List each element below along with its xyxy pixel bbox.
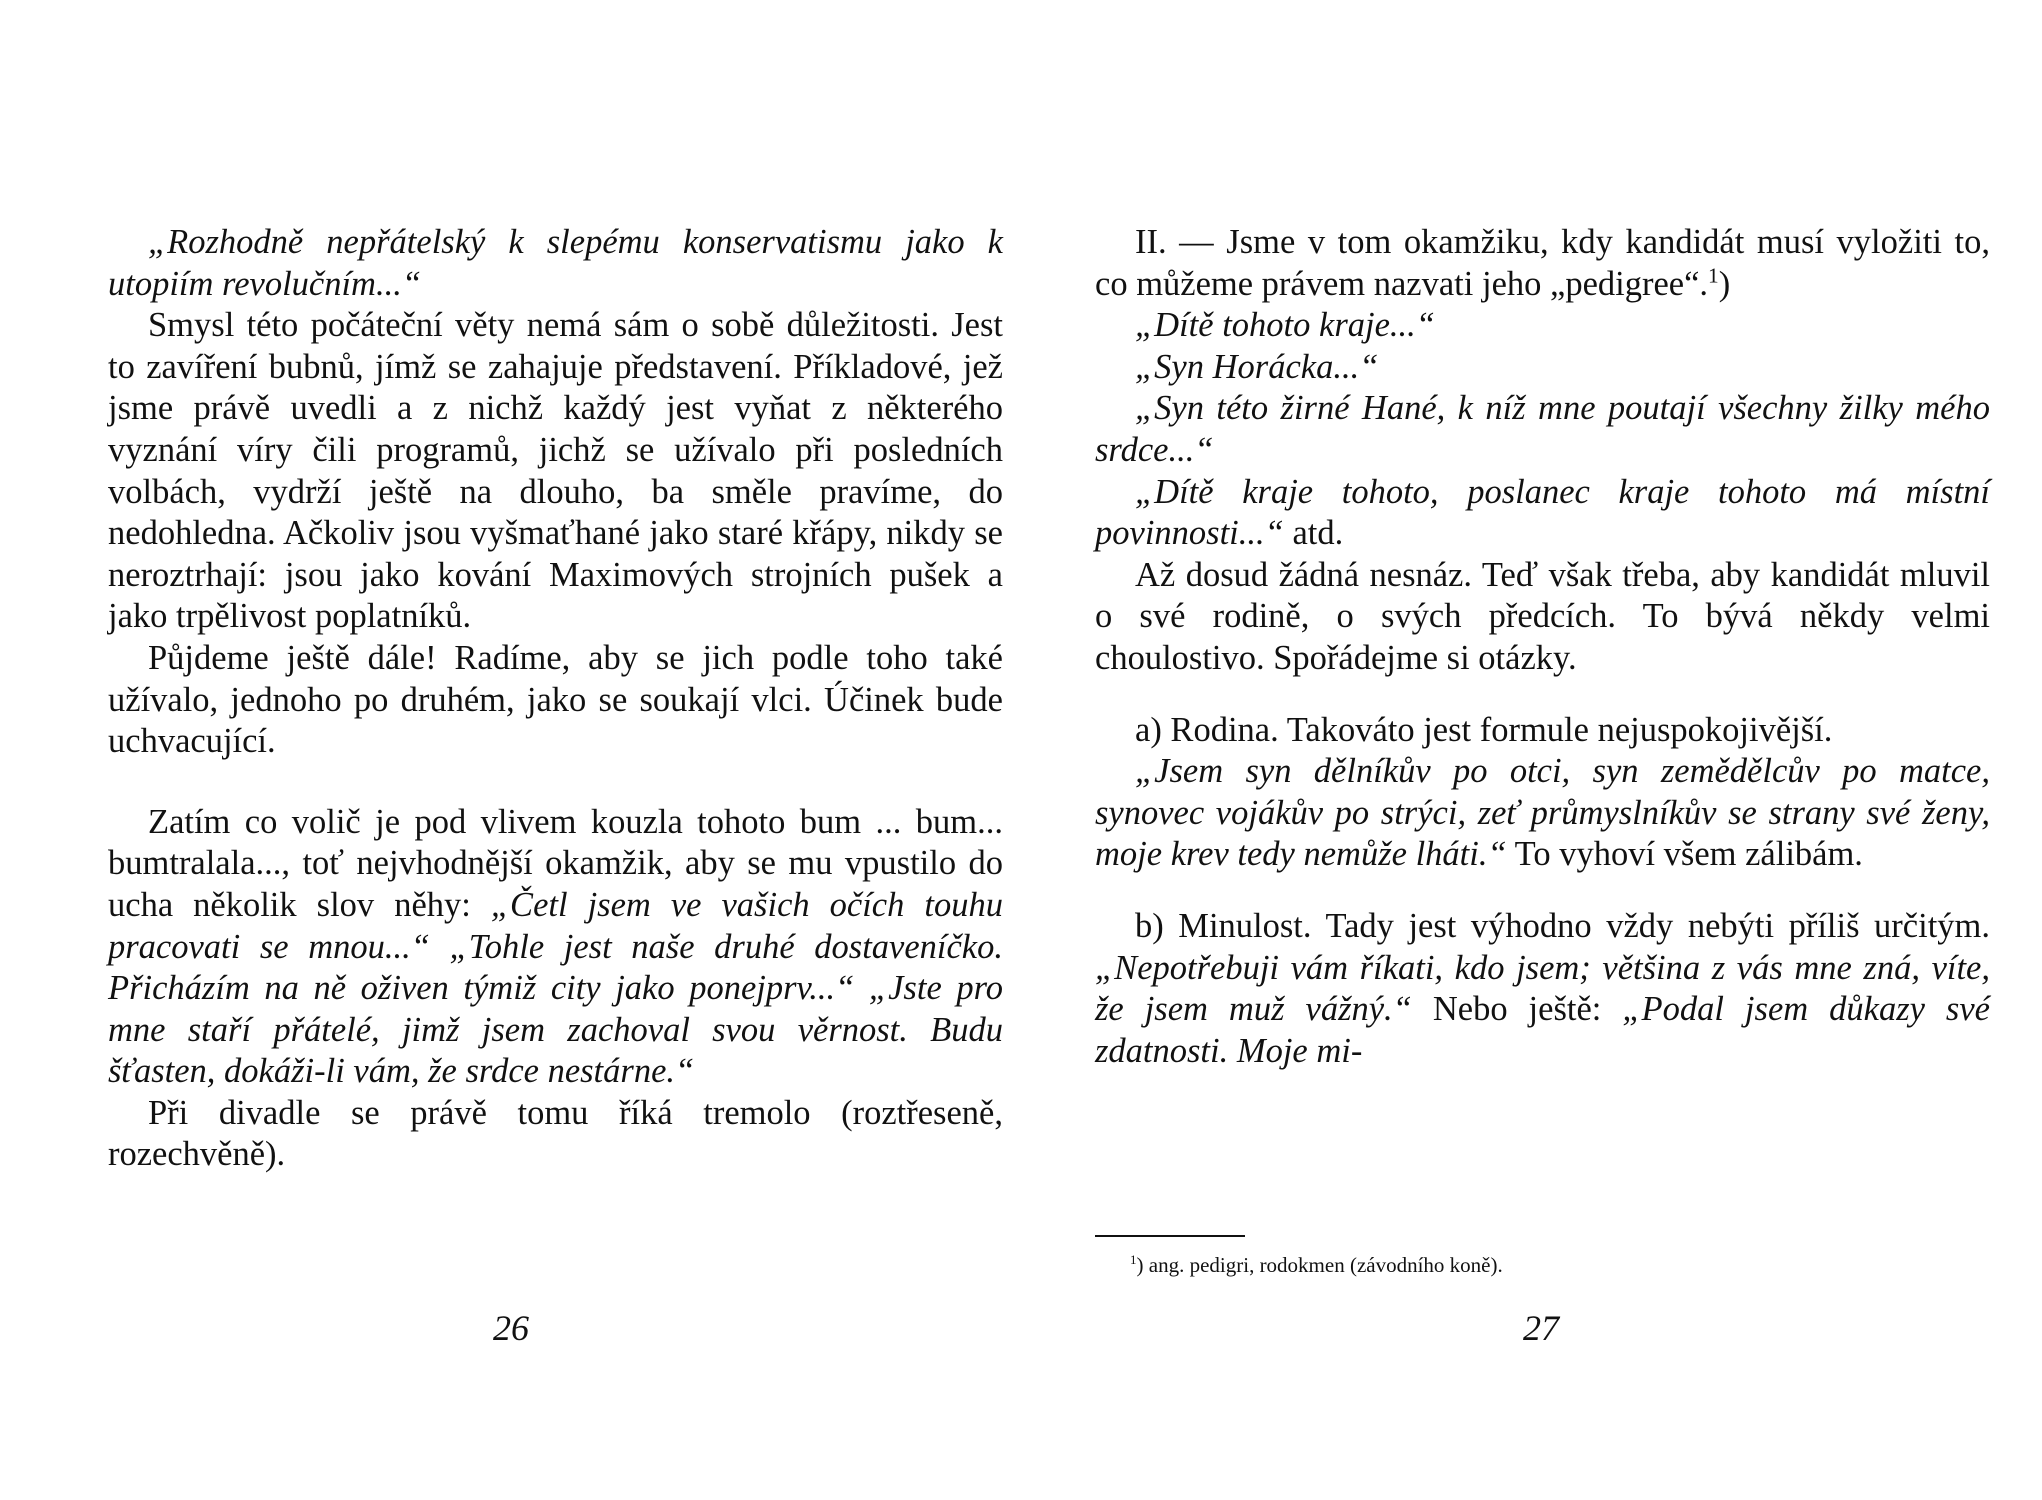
paragraph: a) Rodina. Takováto jest formule nejuspokojivější. (1135, 710, 1833, 749)
footnote (1130, 1252, 1950, 1278)
paragraph-text: b) Minulost. Tady jest výhodno vždy nebýti příliš určitým. (1135, 906, 1990, 945)
quote-text: „Četl jsem ve vašich očích touhu pracovati se mnou...“ „Tohle jest naše druhé dostaveníčko. Přicházím na ně oživen týmiž city jako ponejprv...“ „Jste pro mne staří přátelé, jimž jsem zachoval svou věrnost. Budu šťasten, dokáži-li vám, že srdce nestárne.“ (108, 885, 1003, 1091)
right-page (1095, 222, 1990, 1072)
quote-line: „Syn této žirné Hané, k níž mne poutají všechny žilky mého srdce...“ (1095, 389, 1990, 469)
paragraph (1095, 222, 1990, 305)
paragraph-text: II. — Jsme v tom okamžiku, kdy kandidát musí vyložiti to, co můžeme právem nazvati jeho „pedigree“. (1095, 223, 1990, 303)
left-page (108, 222, 1003, 1176)
quote-line: „Dítě tohoto kraje...“ (1135, 306, 1435, 345)
paragraph: Až dosud žádná nesnáz. Teď však třeba, aby kandidát mluvil o své rodině, o svých předcích. To bývá někdy velmi choulostivo. Spořádejme si otázky. (1095, 555, 1990, 677)
quote-line: „Syn Horácka...“ (1135, 347, 1379, 386)
paragraph: Smysl této počáteční věty nemá sám o sobě důležitosti. Jest to zavíření bubnů, jímž se zahajuje představení. Příkladové, jež jsme právě uvedli a z nichž každý jest vyňat z některého vyznání víry čili programů, jichž se užívalo při posledních volbách, vydrží ještě na dlouho, ba směle pravíme, do nedohledna. Ačkoliv jsou vyšmaťhané jako staré křápy, nikdy se neroztrhají: jsou jako kování Maximových strojních pušek a jako trpělivost poplatníků. (108, 306, 1003, 636)
quote-text: „Podal jsem důkazy své zdatnosti. Moje mi- (1095, 990, 1990, 1070)
paragraph-text: atd. (1283, 514, 1344, 553)
page-number-left: 26 (493, 1308, 529, 1348)
paragraph (1095, 906, 1990, 1072)
paragraph: Půjdeme ještě dále! Radíme, aby se jich podle toho také užívalo, jednoho po druhém, jako se soukají vlci. Účinek bude uchvacující. (108, 638, 1003, 761)
paragraph-text: Nebo ještě: (1411, 990, 1623, 1029)
paragraph-text: ) (1718, 264, 1731, 303)
quote-text: „Dítě kraje tohoto, poslanec kraje tohoto má místní povinnosti...“ (1095, 472, 1990, 553)
paragraph (108, 802, 1003, 1093)
paragraph: Při divadle se právě tomu říká tremolo (roztřeseně, rozechvěně). (108, 1093, 1003, 1174)
quote-line (1095, 472, 1990, 555)
footnote-text: ) ang. pedigri, rodokmen (závodního koně). (1136, 1253, 1503, 1277)
opening-quote: „Rozhodně nepřátelský k slepému konservatismu jako k utopiím revolučním...“ (108, 223, 1003, 303)
footnote-reference: 1 (1708, 263, 1719, 288)
paragraph-text: Zatím co volič je pod vlivem kouzla tohoto bum ... bum... bumtralala..., toť nejvhodnější okamžik, aby se mu vpustilo do ucha několik slov něhy: (108, 802, 1003, 924)
page-number-right: 27 (1523, 1308, 1559, 1348)
footnote-rule (1095, 1235, 1245, 1237)
footnote-mark: 1 (1130, 1252, 1137, 1267)
paragraph (1095, 751, 1990, 876)
quote-text: „Nepotřebuji vám říkati, kdo jsem; většina z vás mne zná, víte, že jsem muž vážný.“ (1095, 948, 1990, 1029)
paragraph-text: To vyhoví všem zálibám. (1506, 835, 1863, 874)
quote-text: „Jsem syn dělníkův po otci, syn zemědělcův po matce, synovec vojákův po strýci, zeť průmyslníkův se strany své ženy, moje krev tedy nemůže lháti.“ (1095, 752, 1990, 874)
